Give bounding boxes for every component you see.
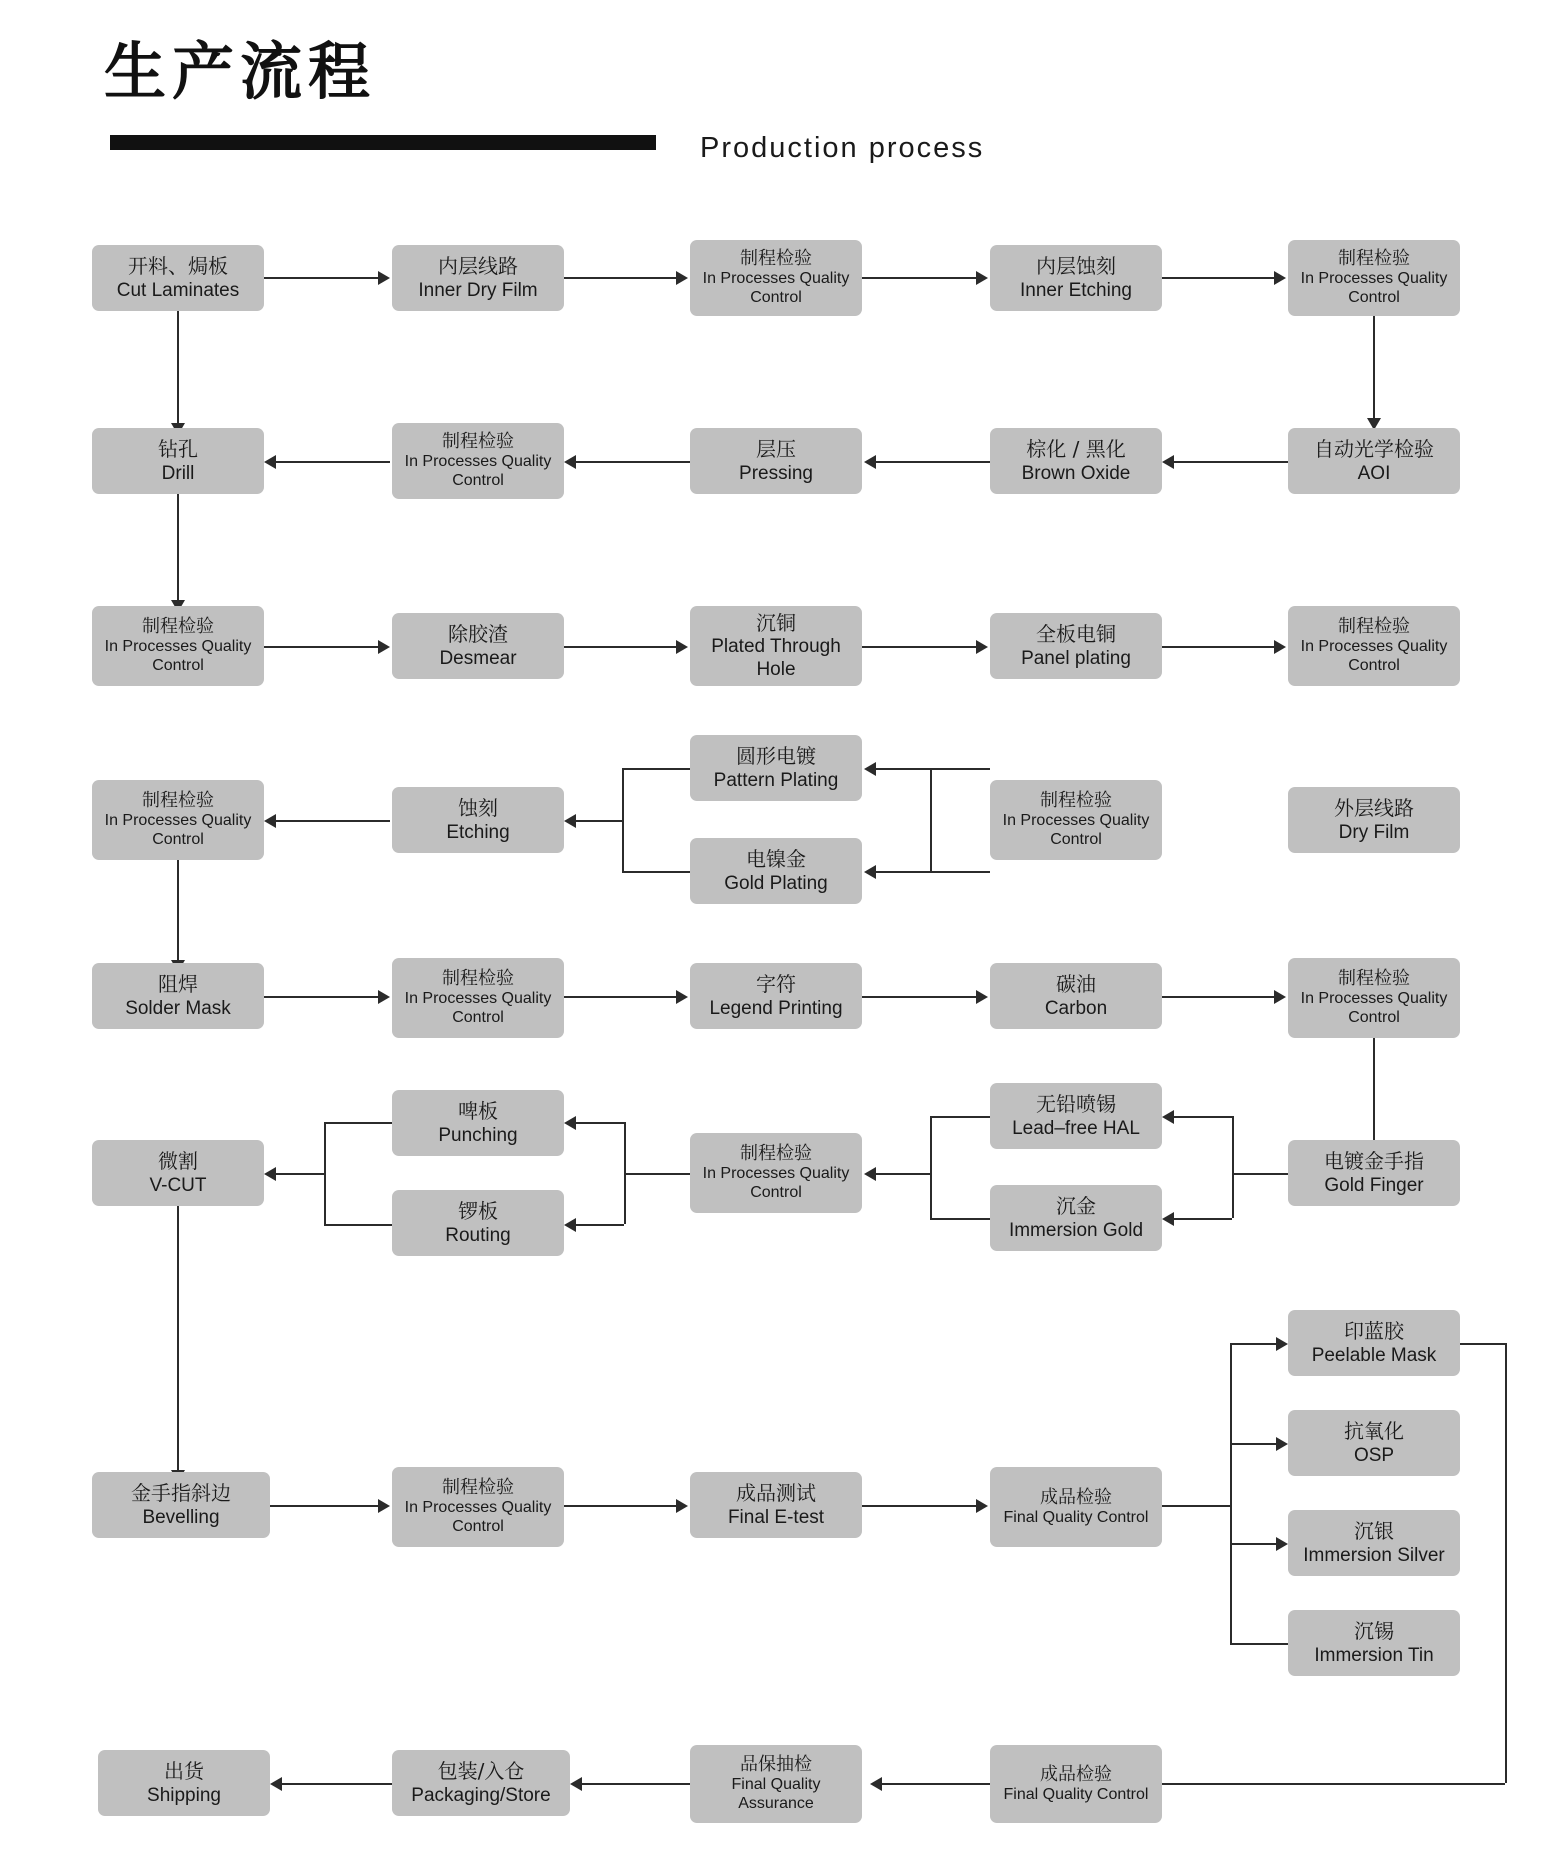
node-label-en: Punching	[438, 1124, 518, 1146]
connector	[276, 820, 390, 822]
arrow-head	[570, 1777, 582, 1791]
node-label-en: In Processes Quality Control	[702, 1165, 850, 1201]
node-label-en: Plated Through Hole	[711, 636, 841, 681]
connector	[276, 1173, 324, 1175]
node-label-en: Immersion Tin	[1314, 1644, 1434, 1666]
node-label-en: In Processes Quality Control	[404, 990, 552, 1026]
node-label-cn: 钻孔	[158, 437, 198, 462]
node-label-en: Inner Dry Film	[418, 279, 538, 301]
arrow-head	[976, 271, 988, 285]
node-immersion-tin[interactable]	[1288, 1610, 1460, 1676]
node-label-cn: 锣板	[458, 1199, 498, 1224]
connector	[1505, 1343, 1507, 1783]
arrow-head	[676, 640, 688, 654]
arrow-head	[1162, 1212, 1174, 1226]
connector	[576, 461, 690, 463]
connector	[1460, 1343, 1505, 1345]
arrow-head	[1276, 1337, 1288, 1351]
node-label-en: Final Quality Assurance	[731, 1776, 821, 1812]
arrow-head	[676, 271, 688, 285]
connector	[862, 277, 976, 279]
node-punching[interactable]	[392, 1090, 564, 1156]
connector	[622, 871, 690, 873]
arrow-head	[676, 1499, 688, 1513]
arrow-head	[976, 990, 988, 1004]
node-label-cn: 抗氧化	[1344, 1419, 1404, 1444]
node-gold-finger[interactable]	[1288, 1140, 1460, 1206]
node-label-en: In Processes Quality Control	[104, 812, 252, 848]
connector	[1230, 1643, 1288, 1645]
connector	[324, 1224, 392, 1226]
node-label-cn: 层压	[756, 437, 796, 462]
node-label-en: In Processes Quality Control	[104, 638, 252, 674]
arrow-head	[864, 762, 876, 776]
node-label-en: Peelable Mask	[1311, 1344, 1437, 1366]
connector	[264, 646, 378, 648]
node-fqc-2[interactable]	[990, 1745, 1162, 1823]
page-title-cn: 生产流程	[104, 35, 377, 108]
node-ipqc-10[interactable]	[690, 1133, 862, 1213]
node-label-cn: 制程检验	[142, 616, 214, 638]
connector	[862, 996, 976, 998]
node-label-cn: 制程检验	[1338, 616, 1410, 638]
node-lead-free-hal[interactable]	[990, 1083, 1162, 1149]
node-label-cn: 制程检验	[1040, 790, 1112, 812]
connector	[1174, 461, 1288, 463]
arrow-head	[676, 990, 688, 1004]
node-ipqc-9[interactable]	[1288, 958, 1460, 1038]
connector	[1230, 1443, 1276, 1445]
connector	[177, 311, 179, 423]
arrow-head	[1276, 1537, 1288, 1551]
node-label-en: Immersion Silver	[1303, 1544, 1445, 1566]
node-cut-laminates[interactable]	[92, 245, 264, 311]
node-label-en: Gold Finger	[1324, 1174, 1424, 1196]
connector	[1162, 1505, 1230, 1507]
arrow-head	[870, 1777, 882, 1791]
connector	[177, 860, 179, 960]
connector	[1373, 1038, 1375, 1140]
node-label-cn: 成品检验	[1040, 1763, 1112, 1785]
connector	[264, 277, 378, 279]
node-label-cn: 出货	[164, 1759, 204, 1784]
node-label-en: Panel plating	[1021, 647, 1131, 669]
node-label-en: Desmear	[439, 647, 517, 669]
node-fqc-1[interactable]	[990, 1467, 1162, 1547]
arrow-head	[1276, 1437, 1288, 1451]
node-label-en: Routing	[445, 1224, 511, 1246]
node-desmear[interactable]	[392, 613, 564, 679]
node-label-en: OSP	[1353, 1444, 1395, 1466]
node-peelable-mask[interactable]	[1288, 1310, 1460, 1376]
node-label-cn: 金手指斜边	[131, 1481, 231, 1506]
connector	[1174, 1116, 1232, 1118]
connector	[930, 1116, 932, 1218]
node-carbon[interactable]	[990, 963, 1162, 1029]
node-label-en: Bevelling	[142, 1506, 220, 1528]
node-label-cn: 制程检验	[1338, 968, 1410, 990]
arrow-head	[264, 1167, 276, 1181]
node-label-en: Lead–free HAL	[1012, 1117, 1140, 1139]
node-label-en: Brown Oxide	[1021, 462, 1131, 484]
node-legend-printing[interactable]	[690, 963, 862, 1029]
arrow-head	[564, 814, 576, 828]
arrow-head	[564, 1218, 576, 1232]
node-label-en: Packaging/Store	[411, 1784, 551, 1806]
node-ipqc-1[interactable]	[690, 240, 862, 316]
node-final-etest[interactable]	[690, 1472, 862, 1538]
node-immersion-silver[interactable]	[1288, 1510, 1460, 1576]
node-label-cn: 印蓝胶	[1344, 1319, 1404, 1344]
connector	[576, 1224, 624, 1226]
connector	[564, 1505, 676, 1507]
node-label-cn: 自动光学检验	[1314, 437, 1434, 462]
connector	[1162, 646, 1274, 648]
connector	[1230, 1343, 1276, 1345]
node-ipqc-3[interactable]	[392, 423, 564, 499]
arrow-head	[1162, 455, 1174, 469]
connector	[1232, 1116, 1234, 1218]
node-label-en: Gold Plating	[724, 872, 828, 894]
node-label-cn: 制程检验	[740, 1143, 812, 1165]
connector	[622, 768, 690, 770]
node-plated-through-hole[interactable]	[690, 606, 862, 686]
node-label-cn: 制程检验	[442, 1477, 514, 1499]
connector	[930, 1116, 990, 1118]
connector	[862, 1505, 976, 1507]
node-label-cn: 沉金	[1056, 1194, 1096, 1219]
node-label-cn: 内层线路	[438, 254, 518, 279]
node-osp[interactable]	[1288, 1410, 1460, 1476]
node-solder-mask[interactable]	[92, 963, 264, 1029]
node-label-cn: 电镍金	[746, 847, 806, 872]
node-gold-plating[interactable]	[690, 838, 862, 904]
node-label-en: Solder Mask	[125, 997, 231, 1019]
arrow-head	[264, 814, 276, 828]
node-label-cn: 沉铜	[756, 610, 796, 635]
node-label-en: In Processes Quality Control	[404, 1499, 552, 1535]
connector	[876, 1173, 930, 1175]
arrow-head	[1274, 640, 1286, 654]
node-label-cn: 啤板	[458, 1099, 498, 1124]
node-immersion-gold[interactable]	[990, 1185, 1162, 1251]
node-label-cn: 内层蚀刻	[1036, 254, 1116, 279]
node-inner-dry-film[interactable]	[392, 245, 564, 311]
connector	[564, 996, 676, 998]
node-routing[interactable]	[392, 1190, 564, 1256]
connector	[1162, 996, 1274, 998]
arrow-head	[864, 865, 876, 879]
connector	[930, 1218, 990, 1220]
connector	[270, 1505, 378, 1507]
arrow-head	[564, 455, 576, 469]
node-label-cn: 阻焊	[158, 972, 198, 997]
node-ipqc-6[interactable]	[92, 780, 264, 860]
node-label-cn: 制程检验	[142, 790, 214, 812]
node-label-cn: 制程检验	[740, 248, 812, 270]
node-label-cn: 无铅喷锡	[1036, 1092, 1116, 1117]
node-label-en: Final Quality Control	[1003, 1785, 1149, 1803]
connector	[576, 820, 622, 822]
node-label-en: Carbon	[1044, 997, 1108, 1019]
arrow-head	[1274, 990, 1286, 1004]
node-pressing[interactable]	[690, 428, 862, 494]
connector	[1162, 277, 1274, 279]
node-panel-plating[interactable]	[990, 613, 1162, 679]
node-bevelling[interactable]	[92, 1472, 270, 1538]
node-label-en: In Processes Quality Control	[1300, 270, 1448, 306]
connector	[282, 1783, 392, 1785]
node-label-cn: 制程检验	[1338, 248, 1410, 270]
node-label-cn: 除胶渣	[448, 622, 508, 647]
node-label-en: Shipping	[147, 1784, 221, 1806]
node-ipqc-11[interactable]	[392, 1467, 564, 1547]
node-ipqc-8[interactable]	[392, 958, 564, 1038]
title-underline-bar	[110, 135, 656, 150]
node-label-en: Final Quality Control	[1003, 1508, 1149, 1526]
connector	[564, 277, 676, 279]
connector	[876, 871, 932, 873]
connector	[576, 1122, 624, 1124]
node-label-cn: 字符	[756, 972, 796, 997]
connector	[276, 461, 390, 463]
arrow-head	[378, 640, 390, 654]
arrow-head	[1274, 271, 1286, 285]
node-label-en: Pattern Plating	[713, 769, 839, 791]
arrow-head	[378, 271, 390, 285]
node-ipqc-2[interactable]	[1288, 240, 1460, 316]
arrow-head	[378, 1499, 390, 1513]
node-label-cn: 制程检验	[442, 431, 514, 453]
node-label-cn: 碳油	[1056, 972, 1096, 997]
page-title-en: Production process	[700, 132, 985, 164]
node-inner-etching[interactable]	[990, 245, 1162, 311]
node-drill[interactable]	[92, 428, 264, 494]
node-label-en: In Processes Quality Control	[404, 453, 552, 489]
connector	[177, 1206, 179, 1470]
node-ipqc-5[interactable]	[1288, 606, 1460, 686]
node-label-cn: 棕化 / 黑化	[1026, 437, 1126, 462]
node-label-cn: 圆形电镀	[736, 744, 816, 769]
node-ipqc-7[interactable]	[990, 780, 1162, 860]
node-label-en: Final E-test	[727, 1506, 825, 1528]
node-label-en: Drill	[161, 462, 195, 484]
node-label-cn: 沉银	[1354, 1519, 1394, 1544]
connector	[1162, 1783, 1505, 1785]
node-label-cn: 成品检验	[1040, 1486, 1112, 1508]
node-ipqc-4[interactable]	[92, 606, 264, 686]
arrow-head	[270, 1777, 282, 1791]
node-shipping[interactable]	[98, 1750, 270, 1816]
connector	[622, 768, 624, 820]
node-label-en: Dry Film	[1338, 821, 1410, 843]
connector	[1373, 316, 1375, 418]
connector	[930, 768, 990, 770]
node-label-en: Immersion Gold	[1008, 1219, 1144, 1241]
node-label-cn: 全板电铜	[1036, 622, 1116, 647]
node-dry-film[interactable]	[1288, 787, 1460, 853]
node-aoi[interactable]	[1288, 428, 1460, 494]
arrow-head	[864, 1167, 876, 1181]
node-label-cn: 包装/入仓	[437, 1759, 525, 1784]
node-brown-oxide[interactable]	[990, 428, 1162, 494]
node-label-cn: 外层线路	[1334, 796, 1414, 821]
connector	[324, 1122, 326, 1224]
connector	[862, 646, 976, 648]
arrow-head	[1162, 1110, 1174, 1124]
connector	[1174, 1218, 1232, 1220]
node-label-cn: 蚀刻	[458, 796, 498, 821]
node-pattern-plating[interactable]	[690, 735, 862, 801]
connector	[1230, 1543, 1276, 1545]
arrow-head	[976, 1499, 988, 1513]
connector	[876, 461, 990, 463]
arrow-head	[378, 990, 390, 1004]
connector	[624, 1173, 690, 1175]
node-label-en: Legend Printing	[709, 997, 843, 1019]
node-label-en: Etching	[446, 821, 510, 843]
node-fqa[interactable]	[690, 1745, 862, 1823]
connector	[882, 1783, 990, 1785]
node-label-cn: 电镀金手指	[1324, 1149, 1424, 1174]
node-label-en: In Processes Quality Control	[1300, 638, 1448, 674]
connector	[324, 1122, 392, 1124]
connector	[1230, 1343, 1232, 1643]
node-label-cn: 制程检验	[442, 968, 514, 990]
connector	[582, 1783, 690, 1785]
node-label-cn: 微割	[158, 1149, 198, 1174]
node-label-cn: 品保抽检	[740, 1754, 812, 1776]
connector	[930, 871, 990, 873]
node-label-en: V-CUT	[149, 1174, 207, 1196]
node-packaging-store[interactable]	[392, 1750, 570, 1816]
node-label-cn: 开料、焗板	[128, 254, 228, 279]
node-v-cut[interactable]	[92, 1140, 264, 1206]
connector	[876, 768, 932, 770]
node-label-cn: 成品测试	[736, 1481, 816, 1506]
connector	[177, 494, 179, 600]
node-etching[interactable]	[392, 787, 564, 853]
node-label-en: Cut Laminates	[116, 279, 240, 301]
node-label-en: Inner Etching	[1020, 279, 1132, 301]
arrow-head	[564, 1116, 576, 1130]
node-label-en: In Processes Quality Control	[1002, 812, 1150, 848]
connector	[930, 768, 932, 873]
node-label-en: AOI	[1357, 462, 1391, 484]
arrow-head	[864, 455, 876, 469]
connector	[1232, 1173, 1288, 1175]
arrow-head	[976, 640, 988, 654]
node-label-en: In Processes Quality Control	[702, 270, 850, 306]
node-label-en: Pressing	[739, 462, 813, 484]
connector	[264, 996, 378, 998]
arrow-head	[264, 455, 276, 469]
connector	[564, 646, 676, 648]
node-label-en: In Processes Quality Control	[1300, 990, 1448, 1026]
node-label-cn: 沉锡	[1354, 1619, 1394, 1644]
